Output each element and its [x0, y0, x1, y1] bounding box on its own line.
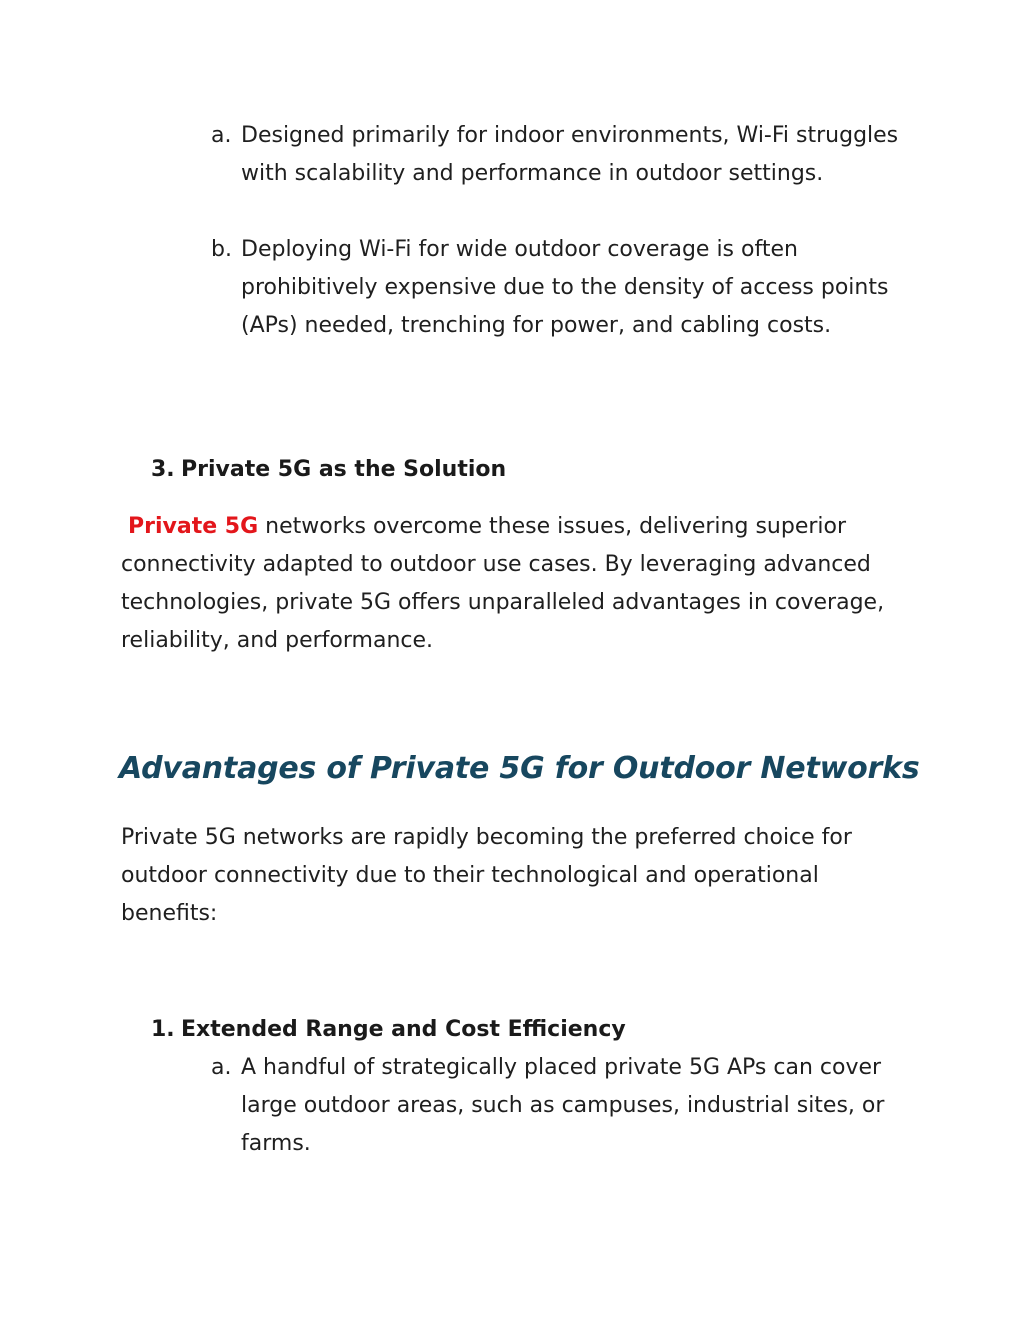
solution-paragraph — [121, 508, 911, 660]
heading-title: Private 5G as the Solution — [181, 457, 507, 482]
heading-title: Extended Range and Cost Efficiency — [181, 1017, 626, 1042]
numbered-heading-solution — [151, 451, 506, 489]
list-item-text: Designed primarily for indoor environments, Wi-Fi struggles with scalability and performance in outdoor settings. — [241, 123, 899, 186]
list-item-a-wifi-indoor — [211, 117, 911, 193]
numbered-heading-extended-range — [151, 1011, 626, 1049]
heading-number: 3. — [151, 457, 175, 482]
list-marker: b. — [211, 237, 232, 262]
list-marker: a. — [211, 1055, 232, 1080]
paragraph-text: networks overcome these issues, delivering superior connectivity adapted to outdoor use cases. By leveraging advanced technologies, private 5G offers unparalleled advantages in coverage, reliability, and performance. — [121, 514, 885, 653]
list-item-b-wifi-cost — [211, 231, 911, 345]
list-item-a-5g-coverage — [211, 1049, 911, 1163]
advantages-intro-paragraph: Private 5G networks are rapidly becoming the preferred choice for outdoor connectivity due to their technological and operational benefits: — [121, 825, 852, 926]
highlight-private-5g: Private 5G — [128, 514, 259, 539]
list-marker: a. — [211, 123, 232, 148]
list-item-text: Deploying Wi-Fi for wide outdoor coverage is often prohibitively expensive due to the density of access points (APs) needed, trenching for power, and cabling costs. — [241, 237, 889, 338]
list-item-text: A handful of strategically placed private 5G APs can cover large outdoor areas, such as campuses, industrial sites, or farms. — [241, 1055, 885, 1156]
heading-number: 1. — [151, 1017, 175, 1042]
section-heading-advantages: Advantages of Private 5G for Outdoor Networks — [119, 751, 920, 786]
